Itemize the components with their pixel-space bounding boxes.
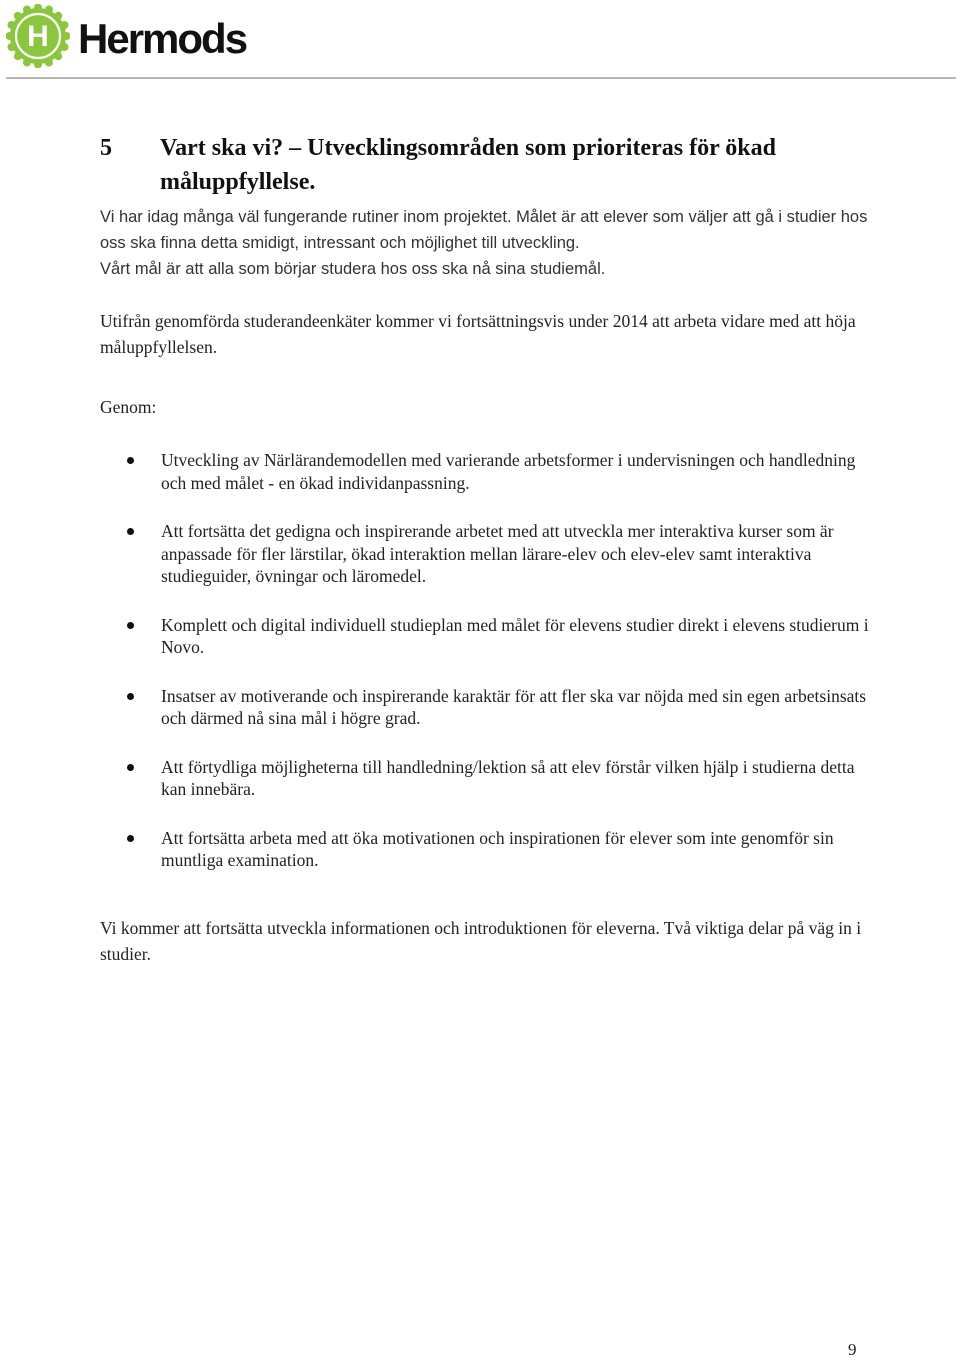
header-divider: [6, 77, 956, 79]
list-item-text: Att fortsätta det gedigna och inspirerande arbetet med att utveckla mer interaktiva kurser som är anpassade för fler lärstilar, ökad interaktion mellan lärare-elev och elev-elev samt interaktiva studieguider, övningar och läromedel.: [161, 521, 834, 586]
intro-goal-line: Vårt mål är att alla som börjar studera hos oss ska nå sina studiemål.: [100, 260, 606, 278]
bullet-icon: [127, 693, 134, 700]
hermods-logo: [6, 4, 256, 68]
logo-badge-icon: [6, 4, 70, 68]
intro-paragraph: Vi har idag många väl fungerande rutiner inom projektet. Målet är att elever som väljer att gå i studier hos oss ska finna detta smidigt, intressant och möjlighet till utveckling.: [100, 208, 868, 252]
bullet-icon: [127, 622, 134, 629]
list-item: [100, 756, 880, 801]
closing-paragraph: Vi kommer att fortsätta utveckla informationen och introduktionen för eleverna. Två viktiga delar på väg in i studier.: [100, 918, 862, 964]
list-item: [100, 827, 880, 872]
intro-block: [100, 204, 880, 282]
list-item: [100, 449, 880, 494]
list-item: [100, 685, 880, 730]
list-item-text: Att förtydliga möjligheterna till handledning/lektion så att elev förstår vilken hjälp i studierna detta kan innebära.: [161, 756, 855, 799]
survey-paragraph: Utifrån genomförda studerandeenkäter kommer vi fortsättningsvis under 2014 att arbeta vidare med att höja måluppfyllelsen.: [100, 311, 856, 357]
logo-badge-letter: H: [27, 20, 49, 53]
list-item-text: Insatser av motiverande och inspirerande karaktär för att fler ska var nöjda med sin egen arbetsinsats och därmed nå sina mål i högre grad.: [161, 685, 867, 728]
genom-label: Genom:: [100, 397, 157, 417]
bullet-icon: [127, 528, 134, 535]
bullet-icon: [127, 764, 134, 771]
logo-wordmark: Hermods: [78, 15, 247, 62]
list-item-text: Utveckling av Närlärandemodellen med varierande arbetsformer i undervisningen och handledning och med målet - en ökad individanpassning.: [161, 450, 856, 493]
section-title: Vart ska vi? – Utvecklingsområden som prioriteras för ökad måluppfyllelse.: [160, 135, 776, 195]
list-item: [100, 520, 880, 588]
list-item-text: Komplett och digital individuell studieplan med målet för elevens studier direkt i elevens studierum i Novo.: [161, 614, 869, 657]
page-number: 9: [848, 1340, 857, 1359]
list-item: [100, 614, 880, 659]
page-header: [0, 0, 960, 82]
bullet-icon: [127, 457, 134, 464]
bullet-list: [100, 449, 880, 898]
section-number: 5: [100, 135, 112, 161]
list-item-text: Att fortsätta arbeta med att öka motivationen och inspirationen för elever som inte genomför sin muntliga examination.: [161, 827, 834, 870]
bullet-icon: [127, 835, 134, 842]
